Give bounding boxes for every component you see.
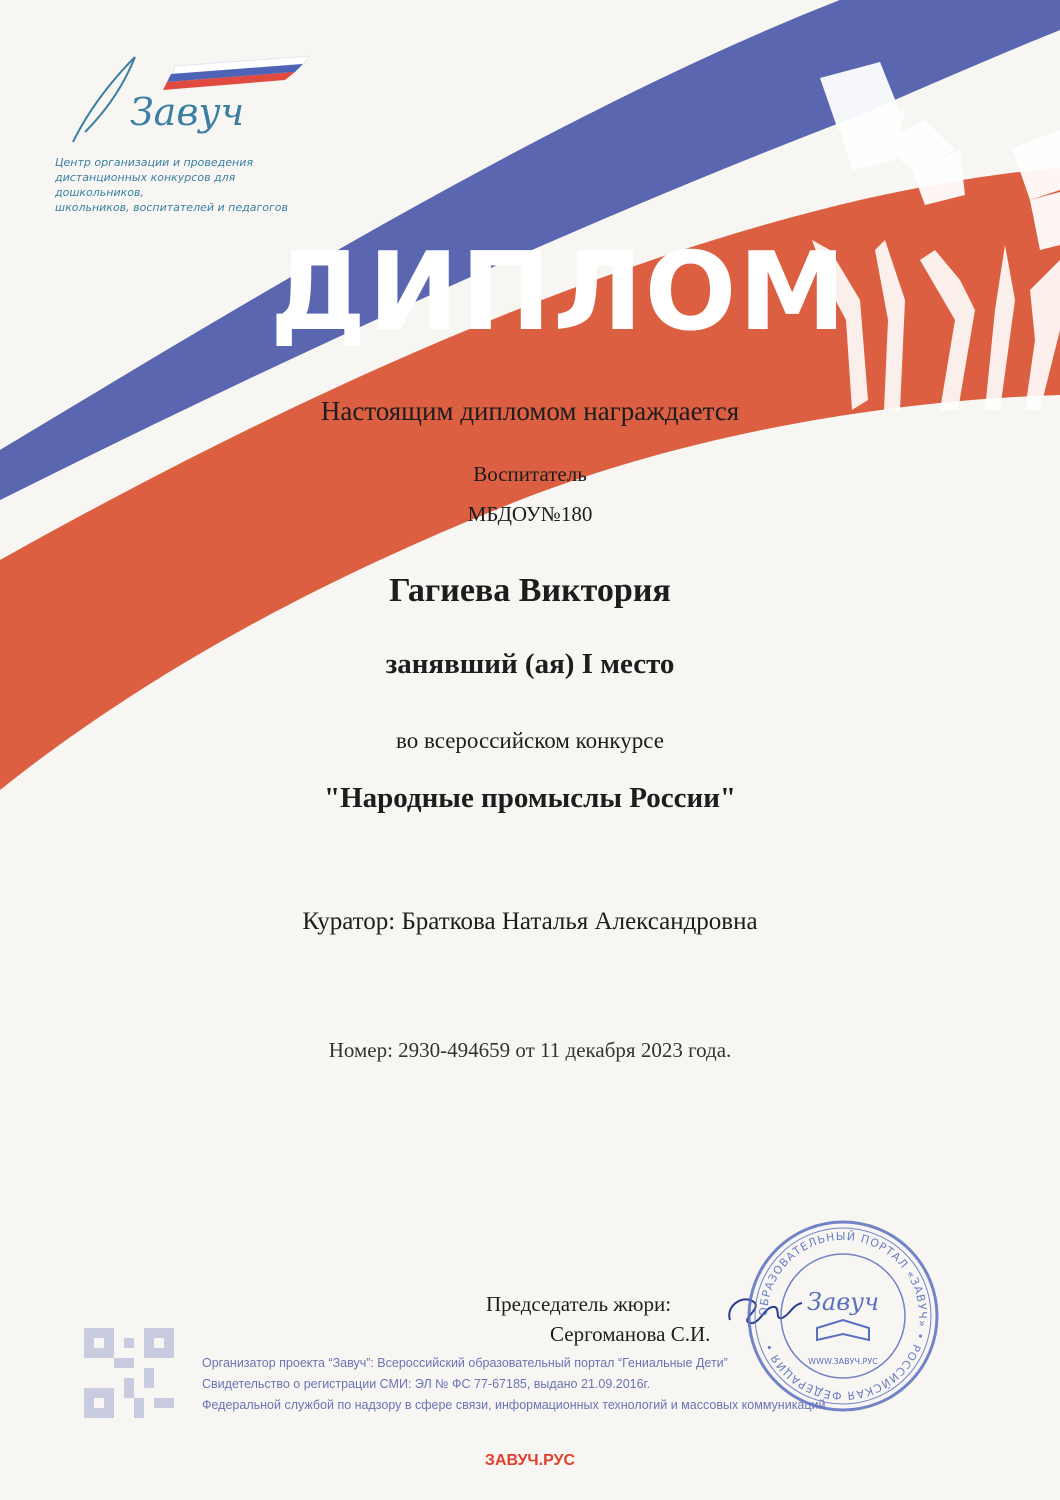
- diploma-heading: ДИПЛОМ: [270, 230, 848, 355]
- qr-code-icon: [84, 1328, 174, 1418]
- book-icon: [817, 1320, 869, 1340]
- logo-subtitle-line: школьников, воспитателей и педагогов: [55, 201, 288, 214]
- jury-name: Сергоманова С.И.: [550, 1322, 711, 1346]
- stamp-url: WWW.ЗАВУЧ.РУС: [808, 1357, 878, 1366]
- footer-authority: Федеральной службой по надзору в сфере связи, информационных технологий и массовых коммуникаций: [202, 1398, 826, 1412]
- svg-text:ОБРАЗОВАТЕЛЬНЫЙ ПОРТАЛ «ЗАВУЧ»: [757, 1230, 929, 1402]
- official-stamp: [745, 1218, 941, 1414]
- recipient-name: Гагиева Виктория: [389, 572, 671, 609]
- footer-organizer: Организатор проекта “Завуч”: Всероссийский образовательный портал “Гениальные Дети”: [202, 1356, 728, 1370]
- logo-subtitle-line: Центр организации и проведения: [55, 156, 253, 169]
- recipient-place: занявший (ая) I место: [385, 648, 675, 680]
- contest-title: "Народные промыслы России": [323, 782, 737, 814]
- diploma-number: Номер: 2930-494659 от 11 декабря 2023 года.: [328, 1038, 732, 1062]
- stamp-outer-text: ОБРАЗОВАТЕЛЬНЫЙ ПОРТАЛ «ЗАВУЧ» • РОССИЙСКАЯ ФЕДЕРАЦИЯ •: [756, 1229, 930, 1403]
- logo-subtitle-line: дистанционных конкурсов для дошкольников,: [55, 171, 236, 199]
- stamp-center-text: Завуч: [806, 1288, 880, 1316]
- recipient-position: Воспитатель: [473, 462, 587, 486]
- recipient-organization: МБДОУ№180: [467, 502, 593, 526]
- qr-code: [84, 1328, 174, 1418]
- logo-subtitle: [55, 155, 315, 215]
- jury-label: Председатель жюри:: [486, 1292, 672, 1316]
- awarded-text: Настоящим дипломом награждается: [320, 396, 740, 426]
- logo-wordmark: Завуч: [130, 90, 245, 134]
- logo: [55, 52, 315, 214]
- contest-intro: во всероссийском конкурсе: [396, 728, 664, 753]
- curator: Куратор: Браткова Наталья Александровна: [302, 908, 758, 935]
- footer-registration: Свидетельство о регистрации СМИ: ЭЛ № ФС 77-67185, выдано 21.09.2016г.: [202, 1377, 651, 1391]
- site-link[interactable]: ЗАВУЧ.РУС: [484, 1452, 576, 1469]
